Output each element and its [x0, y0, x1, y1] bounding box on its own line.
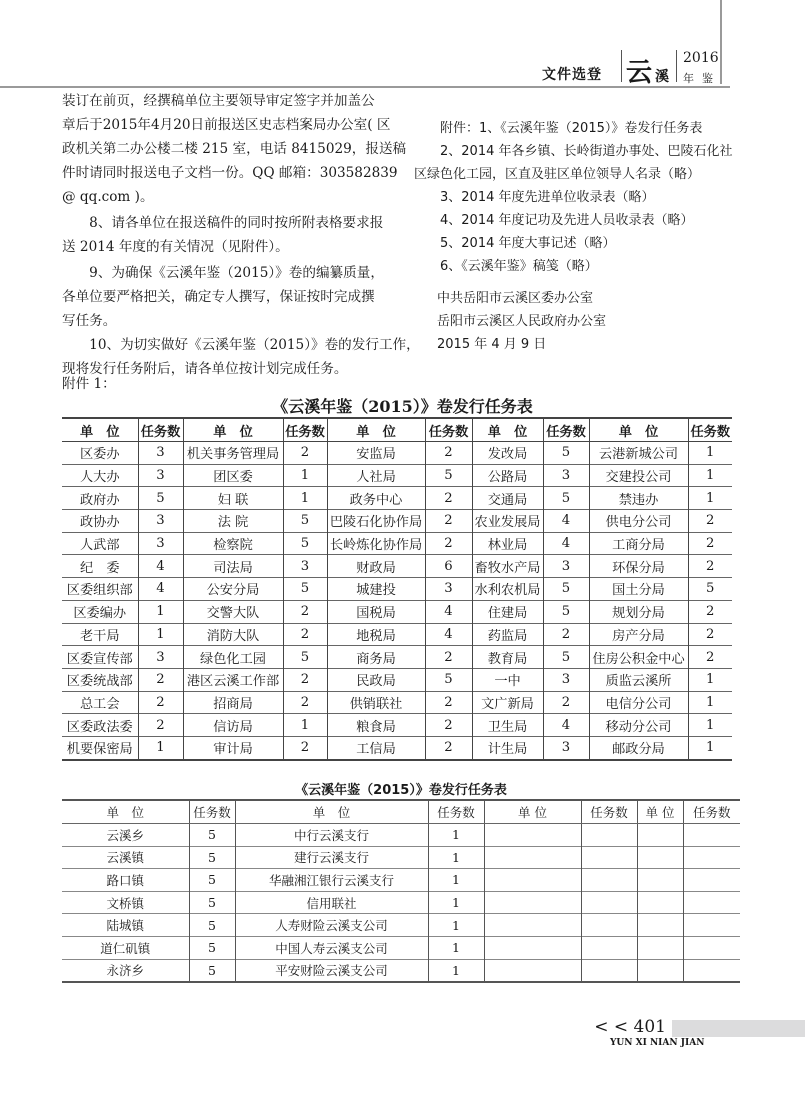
table-cell: 区委编办	[62, 600, 138, 623]
text-line: 8、请各单位在报送稿件的同时按所附表格要求报	[62, 215, 384, 231]
table-row	[62, 824, 740, 847]
column-header: 单 位	[484, 800, 581, 824]
table-cell: 区委组织部	[62, 578, 138, 601]
table-row	[62, 936, 740, 959]
table-row	[62, 532, 732, 555]
table-cell: 水利农机局	[472, 578, 543, 601]
table-cell: 机关事务管理局	[183, 442, 283, 465]
table-cell: 陆城镇	[62, 914, 189, 937]
table-cell	[637, 914, 683, 937]
attachment-list-line: 3、2014 年度先进单位收录表（略）	[414, 190, 655, 205]
column-header: 单 位	[589, 418, 688, 442]
table-cell: 4	[138, 578, 183, 601]
text-line: @ qq.com )。	[62, 189, 154, 205]
header-divider	[621, 50, 622, 82]
column-header: 单 位	[235, 800, 428, 824]
table-cell: 5	[138, 487, 183, 510]
table-cell: 1	[283, 714, 327, 737]
table-cell: 巴陵石化协作局	[327, 510, 425, 533]
table-cell	[637, 959, 683, 982]
text-line: 现将发行任务附后，请各单位按计划完成任务。	[62, 361, 348, 377]
text-line: 送 2014 年度的有关情况（见附件）。	[62, 239, 289, 255]
column-header: 任务数	[138, 418, 183, 442]
table-cell: 信用联社	[235, 891, 428, 914]
table-cell: 2	[425, 736, 472, 759]
section-title: 文件选登	[542, 67, 602, 83]
attachment-list-line: 2、2014 年各乡镇、长岭街道办事处、巴陵石化社	[414, 144, 733, 159]
table-cell: 6	[425, 555, 472, 578]
header-divider	[676, 50, 677, 82]
table-row	[62, 578, 732, 601]
table-cell: 药监局	[472, 623, 543, 646]
table-cell: 路口镇	[62, 869, 189, 892]
table-row	[62, 623, 732, 646]
table-cell: 1	[283, 487, 327, 510]
table-cell: 3	[425, 578, 472, 601]
table-cell: 2	[283, 736, 327, 759]
column-header: 任务数	[543, 418, 589, 442]
table-cell: 住房公积金中心	[589, 646, 688, 669]
text-line: 装订在前页，经撰稿单位主要领导审定签字并加盖公	[62, 93, 375, 109]
table-cell: 1	[428, 959, 484, 982]
table-row	[62, 891, 740, 914]
table-cell	[683, 891, 740, 914]
text-line: 各单位要严格把关，确定专人撰写，保证按时完成撰	[62, 289, 375, 305]
table-cell: 5	[189, 869, 235, 892]
table-cell: 1	[688, 714, 732, 737]
footer-subtitle: YUN XI NIAN JIAN	[610, 1038, 705, 1048]
table-cell: 消防大队	[183, 623, 283, 646]
column-header: 任务数	[189, 800, 235, 824]
table-row	[62, 510, 732, 533]
table-cell: 2	[425, 442, 472, 465]
table-cell: 人寿财险云溪支公司	[235, 914, 428, 937]
table-cell: 云溪镇	[62, 846, 189, 869]
table-cell: 2	[688, 623, 732, 646]
attachment-list-line: 附件：1、《云溪年鉴（2015）》卷发行任务表	[414, 121, 703, 136]
table-cell	[683, 824, 740, 847]
table-cell: 4	[425, 600, 472, 623]
text-line: 9、为确保《云溪年鉴（2015）》卷的编纂质量，	[62, 265, 384, 281]
table-cell: 3	[138, 510, 183, 533]
table-cell	[637, 846, 683, 869]
task-table-1	[62, 417, 732, 761]
table-cell	[581, 959, 637, 982]
table-cell: 3	[138, 442, 183, 465]
table-cell: 文桥镇	[62, 891, 189, 914]
header-year: 2016	[683, 50, 719, 66]
table-cell: 财政局	[327, 555, 425, 578]
table-row	[62, 846, 740, 869]
table-cell	[484, 824, 581, 847]
table-cell: 政协办	[62, 510, 138, 533]
table-cell	[581, 936, 637, 959]
table-cell	[683, 959, 740, 982]
table-cell	[581, 891, 637, 914]
table-cell: 1	[283, 464, 327, 487]
table-cell: 区委统战部	[62, 668, 138, 691]
table-cell: 工信局	[327, 736, 425, 759]
column-header: 单 位	[183, 418, 283, 442]
table-cell: 供电分公司	[589, 510, 688, 533]
table-cell: 4	[543, 714, 589, 737]
table-cell: 区委宣传部	[62, 646, 138, 669]
table-cell: 交建投公司	[589, 464, 688, 487]
table1-title: 《云溪年鉴（2015）》卷发行任务表	[272, 397, 533, 416]
table-cell: 3	[138, 464, 183, 487]
text-line: 政机关第二办公楼二楼 215 室，电话 8415029，报送稿	[62, 141, 407, 157]
column-header: 单 位	[472, 418, 543, 442]
table-cell: 永济乡	[62, 959, 189, 982]
column-header: 任务数	[283, 418, 327, 442]
table-cell: 2	[425, 691, 472, 714]
table-cell: 交通局	[472, 487, 543, 510]
table-cell: 住建局	[472, 600, 543, 623]
table-cell: 移动分公司	[589, 714, 688, 737]
table-cell: 民政局	[327, 668, 425, 691]
table-cell	[683, 936, 740, 959]
table-cell: 1	[428, 869, 484, 892]
table-cell: 规划分局	[589, 600, 688, 623]
table-cell: 电信分公司	[589, 691, 688, 714]
table-row	[62, 714, 732, 737]
table-cell: 5	[543, 646, 589, 669]
table-cell: 2	[425, 510, 472, 533]
table-cell: 5	[283, 646, 327, 669]
table-cell	[484, 891, 581, 914]
table-cell: 2	[425, 714, 472, 737]
table-cell: 3	[283, 555, 327, 578]
table-cell: 公路局	[472, 464, 543, 487]
table-cell: 信访局	[183, 714, 283, 737]
table-cell: 区委办	[62, 442, 138, 465]
table-cell	[683, 846, 740, 869]
table-cell: 5	[189, 936, 235, 959]
column-header: 单 位	[327, 418, 425, 442]
table-cell: 5	[189, 959, 235, 982]
table-cell: 1	[138, 600, 183, 623]
table-cell: 5	[543, 442, 589, 465]
column-header: 单 位	[637, 800, 683, 824]
table-cell: 1	[428, 824, 484, 847]
table-cell: 平安财险云溪支公司	[235, 959, 428, 982]
table-row	[62, 442, 732, 465]
table-cell: 公安分局	[183, 578, 283, 601]
table-cell: 1	[688, 464, 732, 487]
table-cell: 一中	[472, 668, 543, 691]
table-cell: 1	[428, 846, 484, 869]
table-cell: 妇 联	[183, 487, 283, 510]
table-cell: 5	[189, 891, 235, 914]
table-cell: 道仁矶镇	[62, 936, 189, 959]
table-cell	[637, 936, 683, 959]
table-cell: 商务局	[327, 646, 425, 669]
table-row	[62, 959, 740, 982]
table-cell: 招商局	[183, 691, 283, 714]
table-cell	[484, 914, 581, 937]
table-cell: 环保分局	[589, 555, 688, 578]
table-cell: 检察院	[183, 532, 283, 555]
table-row	[62, 914, 740, 937]
table-cell: 港区云溪工作部	[183, 668, 283, 691]
attachment-list-line: 5、2014 年度大事记述（略）	[414, 236, 616, 251]
table-cell: 4	[425, 623, 472, 646]
table-cell	[484, 869, 581, 892]
table-cell: 3	[543, 464, 589, 487]
table-cell: 5	[189, 824, 235, 847]
table-cell: 1	[688, 442, 732, 465]
table-cell: 3	[543, 555, 589, 578]
table-cell: 房产分局	[589, 623, 688, 646]
table-cell	[683, 914, 740, 937]
table-cell: 法 院	[183, 510, 283, 533]
table-cell	[683, 869, 740, 892]
table-cell: 地税局	[327, 623, 425, 646]
table-cell: 人大办	[62, 464, 138, 487]
text-line: 件时请同时报送电子文档一份。QQ 邮箱：303582839	[62, 165, 398, 181]
table-cell: 5	[543, 600, 589, 623]
table-cell: 畜牧水产局	[472, 555, 543, 578]
attachment-label: 附件 1：	[62, 376, 116, 392]
signature-line: 2015 年 4 月 9 日	[437, 337, 547, 352]
table-cell: 5	[543, 487, 589, 510]
table-cell: 2	[688, 532, 732, 555]
table-cell: 2	[283, 600, 327, 623]
table-cell: 审计局	[183, 736, 283, 759]
table-cell: 华融湘江银行云溪支行	[235, 869, 428, 892]
table-cell: 3	[138, 532, 183, 555]
table-row	[62, 464, 732, 487]
column-header: 任务数	[688, 418, 732, 442]
table-cell: 4	[543, 510, 589, 533]
table-cell: 司法局	[183, 555, 283, 578]
table-cell: 5	[189, 846, 235, 869]
table-header-row	[62, 418, 732, 442]
table2-title: 《云溪年鉴（2015）》卷发行任务表	[295, 783, 507, 798]
column-header: 任务数	[581, 800, 637, 824]
table-cell: 机要保密局	[62, 736, 138, 759]
table-cell: 1	[688, 487, 732, 510]
table-cell: 总工会	[62, 691, 138, 714]
table-row	[62, 646, 732, 669]
table-cell	[637, 869, 683, 892]
table-cell: 团区委	[183, 464, 283, 487]
column-header: 单 位	[62, 418, 138, 442]
table-cell: 建行云溪支行	[235, 846, 428, 869]
table-row	[62, 691, 732, 714]
table-cell: 人社局	[327, 464, 425, 487]
table-cell: 卫生局	[472, 714, 543, 737]
page-number-bar	[672, 1020, 805, 1037]
table-cell	[581, 914, 637, 937]
table-cell: 区委政法委	[62, 714, 138, 737]
column-header: 任务数	[683, 800, 740, 824]
table-cell: 2	[283, 668, 327, 691]
table-cell: 云港新城公司	[589, 442, 688, 465]
table-cell: 2	[425, 487, 472, 510]
table-cell: 2	[283, 691, 327, 714]
table-cell: 禁违办	[589, 487, 688, 510]
table-cell: 2	[688, 555, 732, 578]
table-cell: 文广新局	[472, 691, 543, 714]
column-header: 任务数	[428, 800, 484, 824]
table-cell	[637, 824, 683, 847]
logo-yun: 云	[626, 58, 653, 88]
table-cell: 粮食局	[327, 714, 425, 737]
table-cell	[484, 959, 581, 982]
table-cell: 云溪乡	[62, 824, 189, 847]
attachment-list-line: 6、《云溪年鉴》稿笺（略）	[414, 259, 598, 274]
table-row	[62, 555, 732, 578]
table-cell: 教育局	[472, 646, 543, 669]
table-cell: 政务中心	[327, 487, 425, 510]
table-cell: 3	[138, 646, 183, 669]
table-cell: 质监云溪所	[589, 668, 688, 691]
column-header: 任务数	[425, 418, 472, 442]
table-cell: 1	[688, 668, 732, 691]
table-cell: 3	[543, 736, 589, 759]
table-cell: 政府办	[62, 487, 138, 510]
table-cell: 绿色化工园	[183, 646, 283, 669]
table-header-row	[62, 800, 740, 824]
table-cell: 1	[138, 736, 183, 759]
table-cell: 2	[283, 623, 327, 646]
table-cell: 工商分局	[589, 532, 688, 555]
signature-line: 岳阳市云溪区人民政府办公室	[437, 314, 607, 329]
table-cell: 2	[688, 646, 732, 669]
text-line: 写任务。	[62, 313, 117, 329]
table-cell: 长岭炼化协作局	[327, 532, 425, 555]
header-horizontal-rule	[0, 86, 730, 88]
table-cell: 5	[283, 532, 327, 555]
logo-xi: 溪	[655, 69, 669, 85]
table-cell: 供销联社	[327, 691, 425, 714]
attachment-list-line: 4、2014 年度记功及先进人员收录表（略）	[414, 213, 694, 228]
table-cell: 1	[688, 736, 732, 759]
table-cell: 1	[688, 691, 732, 714]
table-cell: 纪 委	[62, 555, 138, 578]
table-cell: 2	[138, 691, 183, 714]
table-cell: 5	[543, 578, 589, 601]
table-cell: 农业发展局	[472, 510, 543, 533]
table-cell	[581, 846, 637, 869]
table-row	[62, 600, 732, 623]
table-cell: 2	[138, 714, 183, 737]
table-cell: 4	[138, 555, 183, 578]
table-cell: 邮政分局	[589, 736, 688, 759]
table-cell	[581, 869, 637, 892]
table-row	[62, 668, 732, 691]
table-cell: 2	[283, 442, 327, 465]
table-row	[62, 736, 732, 759]
table-cell	[484, 846, 581, 869]
table-cell: 计生局	[472, 736, 543, 759]
table-cell: 2	[543, 623, 589, 646]
task-table-2	[62, 799, 740, 983]
table-cell: 4	[543, 532, 589, 555]
table-cell: 中国人寿云溪支公司	[235, 936, 428, 959]
signature-line: 中共岳阳市云溪区委办公室	[437, 291, 594, 306]
table-cell	[581, 824, 637, 847]
table-cell: 城建投	[327, 578, 425, 601]
table-cell: 安监局	[327, 442, 425, 465]
table-cell: 2	[543, 691, 589, 714]
table-cell: 国土分局	[589, 578, 688, 601]
table-cell: 人武部	[62, 532, 138, 555]
text-line: 10、为切实做好《云溪年鉴（2015）》卷的发行工作，	[62, 337, 420, 353]
table-cell: 5	[189, 914, 235, 937]
page-number: < < 401	[594, 1017, 666, 1037]
table-row	[62, 487, 732, 510]
header-nianjian: 年鉴	[683, 72, 721, 85]
table-cell	[484, 936, 581, 959]
table-cell: 老干局	[62, 623, 138, 646]
table-cell: 林业局	[472, 532, 543, 555]
table-cell: 5	[425, 668, 472, 691]
table-cell: 2	[688, 510, 732, 533]
table-cell: 5	[688, 578, 732, 601]
table-cell: 2	[688, 600, 732, 623]
table-cell: 5	[425, 464, 472, 487]
table-cell: 1	[428, 914, 484, 937]
table-cell: 2	[425, 646, 472, 669]
table-cell: 2	[425, 532, 472, 555]
table-cell: 3	[543, 668, 589, 691]
table-cell: 1	[138, 623, 183, 646]
attachment-list-line: 区绿色化工园，区直及驻区单位领导人名录（略）	[414, 167, 701, 182]
table-cell: 5	[283, 578, 327, 601]
table-cell	[637, 891, 683, 914]
table-cell: 中行云溪支行	[235, 824, 428, 847]
table-cell: 5	[283, 510, 327, 533]
text-line: 章后于2015年4月20日前报送区史志档案局办公室( 区	[62, 117, 391, 133]
table-cell: 1	[428, 936, 484, 959]
table-cell: 1	[428, 891, 484, 914]
table-cell: 交警大队	[183, 600, 283, 623]
table-cell: 发改局	[472, 442, 543, 465]
table-row	[62, 869, 740, 892]
table-cell: 2	[138, 668, 183, 691]
table-cell: 国税局	[327, 600, 425, 623]
column-header: 单 位	[62, 800, 189, 824]
